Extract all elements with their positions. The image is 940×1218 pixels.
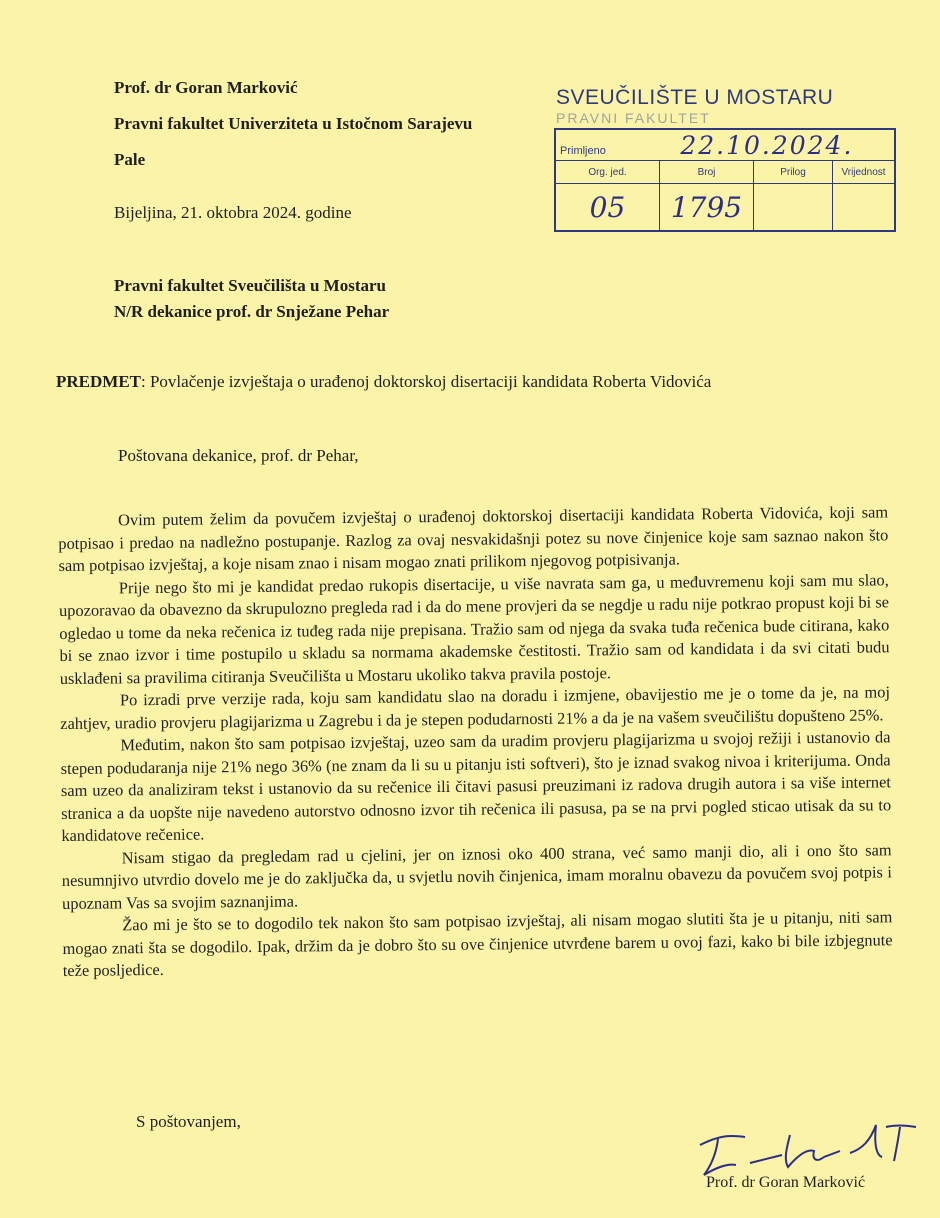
registry-stamp xyxy=(554,86,900,232)
subject-text: : Povlačenje izvještaja o urađenoj doktorskoj disertaciji kandidata Roberta Vidovića xyxy=(141,372,712,391)
sender-faculty: Pravni fakultet Univerziteta u Istočnom Sarajevu xyxy=(114,114,473,133)
stamp-received-date: 22.10.2024. xyxy=(680,130,854,160)
body-paragraph: Prije nego što mi je kandidat predao rukopis disertacije, u više navrata sam ga, u međuvremenu koji sam mu slao, upozoravao da obavezno da skrupulozno pregleda rad i da do mene provjeri da se negdje u radu nije potkrao propust koji bi se ogledao u tome da neka rečenica iz tuđeg rada nije prepisana. Tražio sam od njega da svaka tuđa rečenica bude citirana, kako bi se znao izvor i time postupilo u skladu sa normama akademske čestitosti. Tražio sam od kandidata i da svi citati budu usklađeni sa pravilima citiranja Sveučilišta u Mostaru ukoliko takva pravila postoje. xyxy=(58,569,890,688)
signature-name: Prof. dr Goran Marković xyxy=(706,1174,866,1191)
stamp-table xyxy=(554,128,896,232)
sender-name: Prof. dr Goran Marković xyxy=(114,78,298,97)
stamp-empty-cell xyxy=(754,184,833,232)
recipient-line-1: Pravni fakultet Sveučilišta u Mostaru xyxy=(114,276,386,295)
letter-body xyxy=(58,501,893,982)
greeting: Poštovana dekanice, prof. dr Pehar, xyxy=(118,446,359,465)
stamp-header-number: Broj xyxy=(660,161,754,184)
stamp-received-label: Primljeno xyxy=(560,144,606,157)
handwritten-signature xyxy=(690,1105,930,1185)
stamp-received-row xyxy=(555,129,895,161)
sender-block xyxy=(114,78,472,186)
stamp-header-org: Org. jed. xyxy=(555,161,660,184)
stamp-title: SVEUČILIŠTE U MOSTARU xyxy=(556,86,834,109)
body-paragraph: Po izradi prve verzije rada, koju sam kandidatu slao na doradu i izmjene, obavijestio me je o tome da je, na moj zahtjev, uradio provjeru plagijarizma u Zagrebu i da je stepen podudarnosti 21% a da je na vašem sveučilištu dopušteno 25%. xyxy=(60,682,891,733)
body-paragraph: Ovim putem želim da povučem izvještaj o urađenoj doktorskoj disertaciji kandidata Roberta Vidovića, koji sam potpisao i predao na nadležno postupanje. Razlog za ovaj nesvakidašnji potez su nove činjenice koje sam saznao nakon što sam potpisao izvještaj, a koje nisam znao i nisam mogao znati prilikom njegovog potpisivanja. xyxy=(58,502,889,575)
body-paragraph: Nisam stigao da pregledam rad u cjelini, jer on iznosi oko 400 strana, već samo manji dio, ali i ono što sam nesumnjivo utvrdio dovelo me je do zaključka da, u svjetlu novih činjenica, imam moralnu obavezu da povučem svoj potpis i upoznam Vas sa svojim saznanjima. xyxy=(61,839,892,913)
stamp-number: 1795 xyxy=(670,190,743,224)
sender-city: Pale xyxy=(114,150,146,169)
body-paragraph: Žao mi je što se to dogodilo tek nakon što sam potpisao izvještaj, ali nisam mogao slutiti šta je u pitanju, niti sam mogao znati šta se dogodilo. Ipak, držim da je dobro što su ove činjenice utvrđene barem u ovoj fazi, kako bi bile izbjegnute teže posljedice. xyxy=(62,907,893,980)
stamp-header-value: Vrijednost xyxy=(833,161,896,184)
recipient-line-2: N/R dekanice prof. dr Snježane Pehar xyxy=(114,302,390,321)
stamp-empty-cell xyxy=(833,184,896,232)
stamp-subtitle: PRAVNI FAKULTET xyxy=(556,110,711,124)
recipient-block xyxy=(114,276,389,328)
body-paragraph: Međutim, nakon što sam potpisao izvještaj, uzeo sam da uradim provjeru plagijarizma u svojoj režiji i ustanovio da stepen podudaranja nije 21% nego 36% (ne znam da li su u pitanju isti softveri), što je iznad svakog nivoa i kriterijuma. Onda sam uzeo da analiziram tekst i ustanovio da su rečenice ili čitavi pasusi preuzimani iz radova drugih autora i sa više internet stranica a da uopšte nije navedeno autorstvo odnosno izvor tih rečenica ili pasusa, pa se na prvi pogled sticao utisak da su to kandidatove rečenice. xyxy=(60,727,892,845)
stamp-header-attachment: Prilog xyxy=(754,161,833,184)
stamp-org-unit: 05 xyxy=(589,190,626,224)
subject-label: PREDMET xyxy=(56,372,141,391)
subject-line xyxy=(56,372,711,392)
closing: S poštovanjem, xyxy=(136,1112,241,1131)
date-line: Bijeljina, 21. oktobra 2024. godine xyxy=(114,203,352,222)
